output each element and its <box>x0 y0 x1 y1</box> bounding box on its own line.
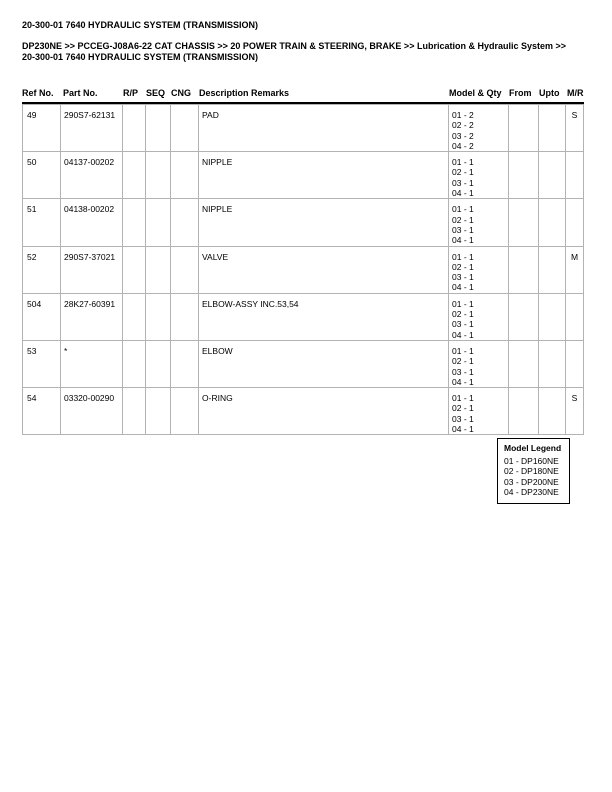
from-cell <box>509 152 539 199</box>
model-qty-cell <box>449 152 509 199</box>
table-row <box>23 105 584 152</box>
cng-cell <box>171 246 199 293</box>
upto-cell <box>539 199 566 246</box>
upto-cell <box>539 340 566 387</box>
description-cell: NIPPLE <box>199 199 449 246</box>
ref-no-cell: 504 <box>23 293 61 340</box>
model-qty-entry: 04 - 2 <box>452 140 474 151</box>
header-seq: SEQ <box>146 88 166 98</box>
model-qty-cell <box>449 388 509 435</box>
model-qty-entry: 01 - 1 <box>452 298 474 309</box>
header-model-qty: Model & Qty <box>449 88 502 98</box>
cng-cell <box>171 199 199 246</box>
model-qty-entry: 01 - 1 <box>452 204 474 215</box>
ref-no-cell: 50 <box>23 152 61 199</box>
ref-no-cell: 52 <box>23 246 61 293</box>
mr-cell <box>566 293 584 340</box>
seq-cell <box>146 152 171 199</box>
header-mr: M/R <box>567 88 584 98</box>
model-qty-entry: 03 - 2 <box>452 130 474 141</box>
part-no-cell: 290S7-62131 <box>61 105 123 152</box>
description-cell: PAD <box>199 105 449 152</box>
model-qty-entry: 02 - 1 <box>452 214 474 225</box>
part-no-cell: 28K27-60391 <box>61 293 123 340</box>
part-no-cell: 03320-00290 <box>61 388 123 435</box>
table-row <box>23 388 584 435</box>
from-cell <box>509 293 539 340</box>
from-cell <box>509 340 539 387</box>
cng-cell <box>171 293 199 340</box>
header-rp: R/P <box>123 88 139 98</box>
model-qty-entry: 04 - 1 <box>452 188 474 199</box>
model-qty-entry: 02 - 1 <box>452 403 474 414</box>
model-qty-cell <box>449 340 509 387</box>
rp-cell <box>123 388 146 435</box>
seq-cell <box>146 246 171 293</box>
model-qty-entry: 01 - 1 <box>452 251 474 262</box>
cng-cell <box>171 152 199 199</box>
model-qty-entry: 02 - 1 <box>452 261 474 272</box>
model-qty-entry: 03 - 1 <box>452 366 474 377</box>
description-cell: ELBOW <box>199 340 449 387</box>
rp-cell <box>123 199 146 246</box>
seq-cell <box>146 293 171 340</box>
model-qty-entry: 03 - 1 <box>452 272 474 283</box>
model-qty-entry: 03 - 1 <box>452 177 474 188</box>
from-cell <box>509 388 539 435</box>
model-qty-cell <box>449 199 509 246</box>
cng-cell <box>171 340 199 387</box>
rp-cell <box>123 152 146 199</box>
breadcrumb-line-2: 20-300-01 7640 HYDRAULIC SYSTEM (TRANSMISSION) <box>22 52 259 62</box>
model-qty-cell <box>449 105 509 152</box>
header-cng: CNG <box>171 88 191 98</box>
model-qty-entry: 03 - 1 <box>452 319 474 330</box>
part-no-cell: * <box>61 340 123 387</box>
model-qty-entry: 04 - 1 <box>452 376 474 387</box>
model-qty-entry: 02 - 1 <box>452 167 474 178</box>
cng-cell <box>171 388 199 435</box>
header-from: From <box>509 88 532 98</box>
table-row <box>23 246 584 293</box>
upto-cell <box>539 105 566 152</box>
upto-cell <box>539 152 566 199</box>
rp-cell <box>123 340 146 387</box>
model-qty-entry: 04 - 1 <box>452 329 474 340</box>
model-legend-item: 04 - DP230NE <box>504 487 559 497</box>
from-cell <box>509 105 539 152</box>
model-qty-entry: 01 - 1 <box>452 157 474 168</box>
description-cell: VALVE <box>199 246 449 293</box>
mr-cell: S <box>566 388 584 435</box>
ref-no-cell: 51 <box>23 199 61 246</box>
model-qty-entry: 02 - 1 <box>452 356 474 367</box>
model-qty-entry: 03 - 1 <box>452 413 474 424</box>
from-cell <box>509 246 539 293</box>
model-qty-entry: 02 - 2 <box>452 120 474 131</box>
model-legend-item: 02 - DP180NE <box>504 466 559 476</box>
upto-cell <box>539 246 566 293</box>
model-qty-entry: 01 - 1 <box>452 393 474 404</box>
mr-cell: M <box>566 246 584 293</box>
upto-cell <box>539 293 566 340</box>
ref-no-cell: 49 <box>23 105 61 152</box>
parts-table-body <box>23 105 584 435</box>
model-qty-cell <box>449 293 509 340</box>
seq-cell <box>146 105 171 152</box>
part-no-cell: 290S7-37021 <box>61 246 123 293</box>
model-qty-entry: 04 - 1 <box>452 424 474 435</box>
model-legend-item: 03 - DP200NE <box>504 476 559 487</box>
rp-cell <box>123 105 146 152</box>
model-qty-entry: 03 - 1 <box>452 224 474 235</box>
seq-cell <box>146 340 171 387</box>
mr-cell <box>566 199 584 246</box>
seq-cell <box>146 388 171 435</box>
table-row <box>23 152 584 199</box>
description-cell: NIPPLE <box>199 152 449 199</box>
model-qty-entry: 02 - 1 <box>452 309 474 320</box>
table-row <box>23 340 584 387</box>
model-legend-item: 01 - DP160NE <box>504 455 559 466</box>
from-cell <box>509 199 539 246</box>
description-cell: ELBOW-ASSY INC.53,54 <box>199 293 449 340</box>
header-description: Description Remarks <box>199 88 290 98</box>
ref-no-cell: 54 <box>23 388 61 435</box>
rp-cell <box>123 293 146 340</box>
model-qty-entry: 04 - 1 <box>452 235 474 246</box>
parts-table <box>22 104 584 435</box>
model-qty-cell <box>449 246 509 293</box>
ref-no-cell: 53 <box>23 340 61 387</box>
breadcrumb-line-1: DP230NE >> PCCEG-J08A6-22 CAT CHASSIS >> 20 POWER TRAIN & STEERING, BRAKE >> Lubrication & Hydraulic System >> <box>22 41 566 51</box>
part-no-cell: 04137-00202 <box>61 152 123 199</box>
mr-cell <box>566 340 584 387</box>
description-cell: O-RING <box>199 388 449 435</box>
header-upto: Upto <box>539 88 560 98</box>
document-title: 20-300-01 7640 HYDRAULIC SYSTEM (TRANSMISSION) <box>22 20 259 30</box>
table-row <box>23 199 584 246</box>
seq-cell <box>146 199 171 246</box>
part-no-cell: 04138-00202 <box>61 199 123 246</box>
cng-cell <box>171 105 199 152</box>
model-qty-entry: 01 - 1 <box>452 345 474 356</box>
model-qty-entry: 04 - 1 <box>452 282 474 293</box>
model-legend-title: Model Legend <box>504 443 562 453</box>
model-qty-entry: 01 - 2 <box>452 110 474 120</box>
header-ref-no: Ref No. <box>22 88 54 98</box>
header-part-no: Part No. <box>63 88 98 98</box>
mr-cell <box>566 152 584 199</box>
model-legend <box>497 438 570 504</box>
breadcrumb <box>22 41 592 63</box>
table-row <box>23 293 584 340</box>
upto-cell <box>539 388 566 435</box>
rp-cell <box>123 246 146 293</box>
mr-cell: S <box>566 105 584 152</box>
